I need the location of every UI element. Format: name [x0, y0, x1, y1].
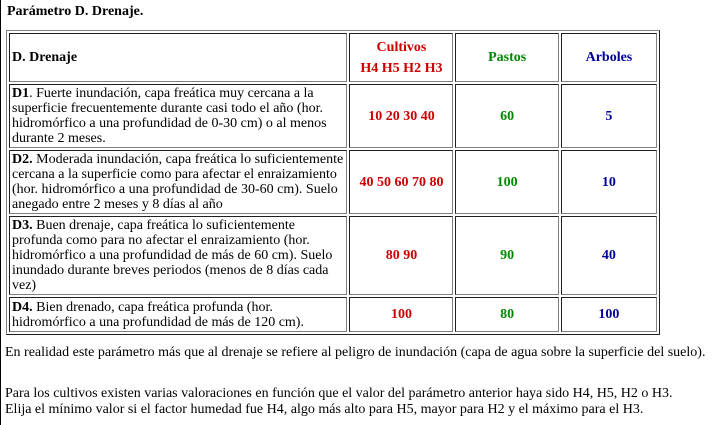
cultivos-value: 80 90: [349, 216, 453, 295]
arboles-value: 100: [561, 297, 657, 332]
row-description: [9, 216, 347, 295]
table-row: [9, 297, 657, 332]
row-text: Buen drenaje, capa freática lo suficientemente profunda como para no afectar el enraizamiento (hor. hidromórfico a una profundidad de más de 60 cm). Suelo inundado durante breves periodos (menos de 8 días cada vez): [12, 218, 333, 293]
drainage-table: [6, 30, 660, 335]
cultivos-value: 100: [349, 297, 453, 332]
row-code: D4.: [12, 299, 33, 315]
row-description: [9, 297, 347, 332]
row-description: [9, 150, 347, 214]
table-header-row: [9, 33, 657, 82]
row-text: Bien drenado, capa freática profunda (hor. hidromórfico a una profundidad de más de 120 cm).: [12, 299, 304, 330]
pastos-value: 60: [455, 84, 558, 148]
instructions-line-1: Para los cultivos existen varias valoraciones en función que el valor del parámetro anterior haya sido H4, H5, H2 o H3.: [5, 386, 673, 401]
header-cultivos-label: Cultivos: [376, 39, 427, 55]
cultivos-value: 10 20 30 40: [349, 84, 453, 148]
header-drenaje: D. Drenaje: [9, 33, 347, 82]
arboles-value: 10: [561, 150, 657, 214]
cultivos-value: 40 50 60 70 80: [349, 150, 453, 214]
row-code: D2.: [12, 152, 33, 167]
row-code: D1: [12, 86, 30, 101]
header-pastos: Pastos: [455, 33, 558, 82]
pastos-value: 90: [455, 216, 558, 295]
arboles-value: 40: [561, 216, 657, 295]
table-row: [9, 216, 657, 295]
arboles-value: 5: [561, 84, 657, 148]
header-arboles: Arboles: [561, 33, 657, 82]
header-cultivos: [349, 33, 453, 82]
row-text: Moderada inundación, capa freática lo suficientemente cercana a la superficie como para afectar el enraizamiento (hor. hidromórfico a una profundidad de 30-60 cm). Suelo anegado entre 2 meses y 8 días al año: [12, 152, 344, 212]
instructions-paragraph: [5, 386, 711, 418]
table-row: [9, 84, 657, 148]
row-description: [9, 84, 347, 148]
pastos-value: 100: [455, 150, 558, 214]
header-cultivos-horizons: H4 H5 H2 H3: [360, 60, 443, 76]
row-code: D3.: [12, 218, 33, 233]
table-row: [9, 150, 657, 214]
instructions-line-2: Elija el mínimo valor si el factor humedad fue H4, algo más alto para H5, mayor para H2 y el máximo para el H3.: [5, 402, 644, 417]
page-title: Parámetro D. Drenaje.: [7, 4, 144, 19]
row-text: . Fuerte inundación, capa freática muy cercana a la superficie frecuentemente durante casi todo el año (hor. hidromórfico a una profundidad de 0-30 cm) o al menos durante 2 meses.: [12, 86, 327, 146]
pastos-value: 80: [455, 297, 558, 332]
page-left-border: [0, 0, 1, 425]
note-paragraph: En realidad este parámetro más que al drenaje se refiere al peligro de inundación (capa de agua sobre la superficie del suelo).: [5, 345, 706, 360]
